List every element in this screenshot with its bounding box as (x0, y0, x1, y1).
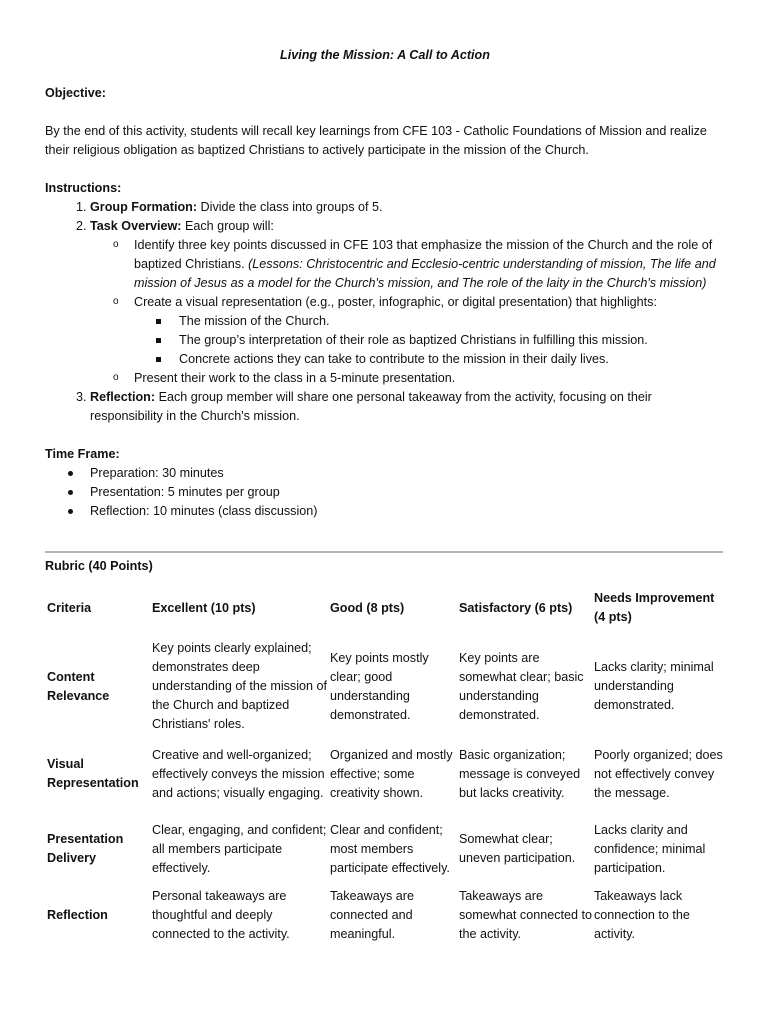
task-item (134, 293, 725, 369)
rubric-cell: Takeaways lack connection to the activity. (594, 888, 690, 941)
rubric-cell: Basic organization; message is conveyed but lacks creativity. (459, 747, 581, 800)
timeframe-item: Presentation: 5 minutes per group (90, 483, 725, 502)
timeframe-list (45, 464, 725, 521)
timeframe-item: Reflection: 10 minutes (class discussion) (90, 502, 725, 521)
rubric-cell: Lacks clarity and confidence; minimal participation. (594, 822, 706, 875)
timeframe-item: Preparation: 30 minutes (90, 464, 725, 483)
task-list (90, 236, 725, 388)
objective-text: By the end of this activity, students will recall key learnings from CFE 103 - Catholic Foundations of Mission and realize their religious obligation as baptized Christians to actively participate in the mission of the Church. (45, 124, 707, 157)
horizontal-divider (45, 551, 723, 553)
rubric-cell: Personal takeaways are thoughtful and deeply connected to the activity. (152, 888, 290, 941)
rubric-row (45, 884, 729, 946)
rubric-row (45, 814, 729, 884)
visual-points-list (134, 312, 725, 369)
rubric-header: Criteria (47, 600, 92, 615)
rubric-criterion: Visual Representation (47, 757, 139, 790)
instruction-text: Each group will: (181, 219, 274, 233)
rubric-cell: Takeaways are connected and meaningful. (330, 888, 414, 941)
timeframe-heading: Time Frame: (45, 447, 120, 461)
rubric-cell: Key points mostly clear; good understanding demonstrated. (330, 650, 429, 722)
rubric-header-row (45, 577, 729, 639)
rubric-title: Rubric (40 Points) (45, 559, 153, 573)
task-text: Present their work to the class in a 5-minute presentation. (134, 371, 456, 385)
rubric-cell: Creative and well-organized; effectively conveys the mission and actions; visually engaging. (152, 747, 325, 800)
task-lessons-note: (Lessons: Christocentric and Ecclesio-centric understanding of mission, The life and mission of Jesus as a model for the Church's mission, and The role of the laity in the Church's mission) (134, 257, 716, 290)
rubric-header: Satisfactory (6 pts) (459, 600, 573, 615)
instruction-text: Divide the class into groups of 5. (197, 200, 383, 214)
page-title: Living the Mission: A Call to Action (280, 48, 490, 62)
instruction-item (90, 388, 725, 426)
instruction-item (90, 198, 725, 217)
instruction-label: Group Formation: (90, 200, 198, 214)
rubric-cell: Poorly organized; does not effectively convey the message. (594, 747, 723, 800)
task-item (134, 236, 725, 293)
task-item (134, 369, 725, 388)
instruction-label: Reflection: (90, 390, 156, 404)
instruction-text: Each group member will share one personal takeaway from the activity, focusing on their responsibility in the Church's mission. (90, 390, 652, 423)
task-text: Create a visual representation (e.g., poster, infographic, or digital presentation) that highlights: (134, 295, 657, 309)
rubric-criterion: Presentation Delivery (47, 832, 124, 865)
visual-point: The mission of the Church. (179, 312, 725, 331)
rubric-cell: Clear, engaging, and confident; all members participate effectively. (152, 822, 327, 875)
instructions-list (45, 198, 725, 426)
objective-heading: Objective: (45, 86, 106, 100)
document-body (45, 46, 725, 521)
visual-point: The group’s interpretation of their role as baptized Christians in fulfilling this mission. (179, 331, 725, 350)
instructions-heading: Instructions: (45, 181, 122, 195)
rubric-cell: Lacks clarity; minimal understanding demonstrated. (594, 660, 714, 712)
instruction-label: Task Overview: (90, 219, 182, 233)
rubric-header: Good (8 pts) (330, 600, 405, 615)
rubric-criterion: Reflection (47, 907, 108, 922)
rubric-cell: Clear and confident; most members participate effectively. (330, 822, 450, 875)
rubric-header: Excellent (10 pts) (152, 600, 256, 615)
visual-point: Concrete actions they can take to contribute to the mission in their daily lives. (179, 350, 725, 369)
rubric-cell: Key points are somewhat clear; basic understanding demonstrated. (459, 650, 584, 722)
rubric-row (45, 639, 729, 734)
rubric-row (45, 734, 729, 814)
rubric-cell: Key points clearly explained; demonstrates deep understanding of the mission of the Church and baptized Christians' roles. (152, 641, 328, 731)
instruction-item (90, 217, 725, 388)
rubric-header: Needs Improvement (4 pts) (594, 591, 715, 624)
rubric-cell: Organized and mostly effective; some creativity shown. (330, 747, 453, 800)
task-text: Identify three key points discussed in CFE 103 that emphasize the mission of the Church and the role of baptized Christians. (134, 238, 713, 271)
rubric-cell: Somewhat clear; uneven participation. (459, 832, 576, 865)
rubric-cell: Takeaways are somewhat connected to the activity. (459, 888, 593, 941)
rubric-table (45, 577, 729, 946)
rubric-criterion: Content Relevance (47, 669, 110, 703)
